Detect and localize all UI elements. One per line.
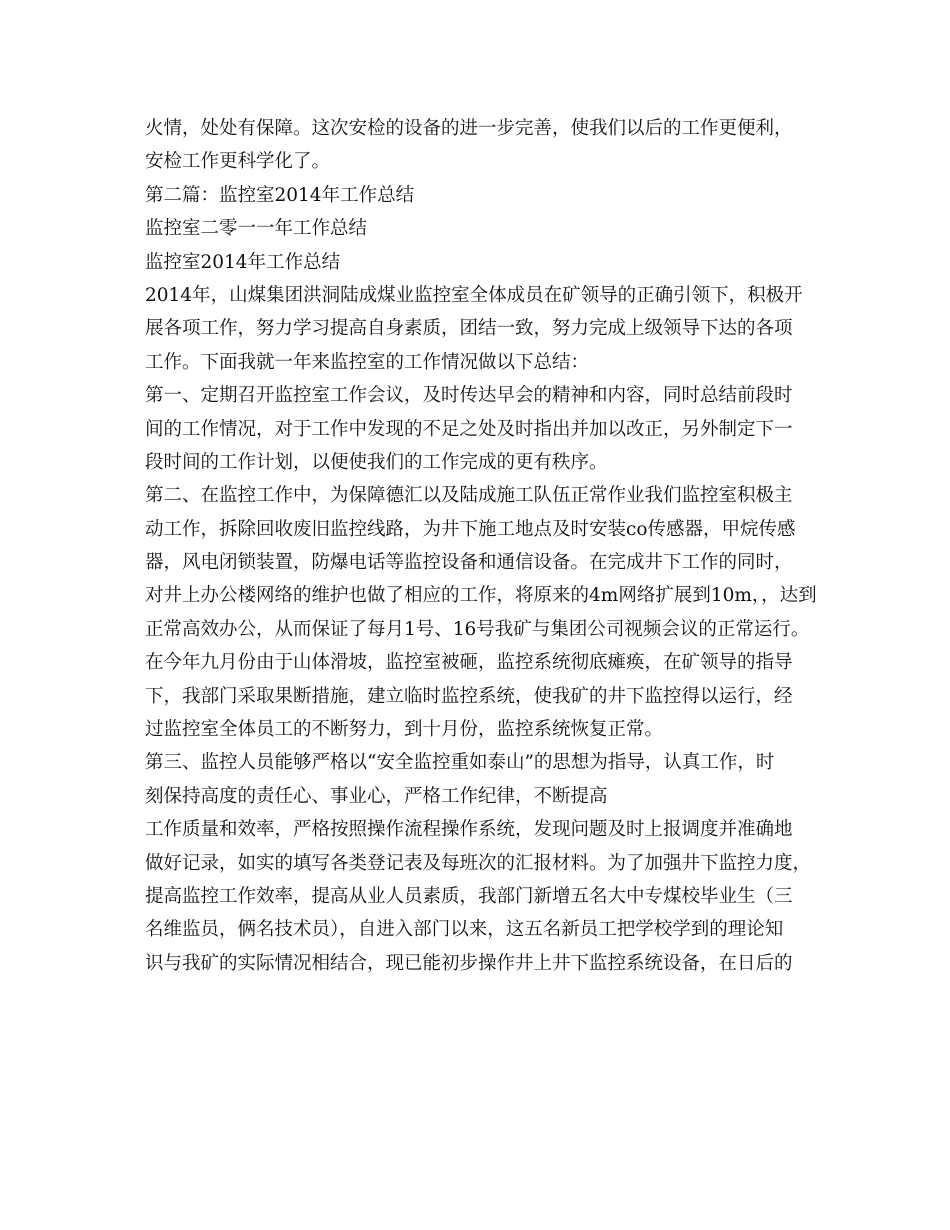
text-line: 刻保持高度的责任心、事业心，严格工作纪律，不断提高 [145,785,608,807]
text-line: 下，我部门采取果断措施，建立临时监控系统，使我矿的井下监控得以运行，经 [145,685,793,707]
text-line: 过监控室全体员工的不断努力，到十月份，监控系统恢复正常。 [145,719,664,741]
text-line: 火情，处处有保障。这次安检的设备的进一步完善，使我们以后的工作更便利， [145,118,793,139]
text-line: 工作。下面我就一年来监控室的工作情况做以下总结： [145,351,590,373]
text-line: 间的工作情况，对于工作中发现的不足之处及时指出并加以改正，另外制定下一 [145,418,793,440]
text-line: 安检工作更科学化了。 [145,151,331,173]
text-line: 名维监员，俩名技术员），自进入部门以来，这五名新员工把学校学到的理论知 [145,919,784,941]
text-line: 工作质量和效率，严格按照操作流程操作系统，发现问题及时上报调度并准确地 [145,819,793,841]
text-line: 对井上办公楼网络的维护也做了相应的工作，将原来的4m网络扩展到10m，，达到 [145,585,817,607]
text-line: 监控室二零一一年工作总结 [145,218,368,240]
text-line: 段时间的工作计划，以便使我们的工作完成的更有秩序。 [145,451,608,473]
text-line: 做好记录，如实的填写各类登记表及每班次的汇报材料。为了加强井下监控力度， [145,852,812,874]
text-line: 第三、监控人员能够严格以“安全监控重如泰山”的思想为指导，认真工作，时 [145,752,775,774]
text-line: 动工作，拆除回收废旧监控线路，为井下施工地点及时安装co传感器，甲烷传感 [145,518,796,540]
text-line: 器，风电闭锁装置，防爆电话等监控设备和通信设备。在完成井下工作的同时， [145,552,793,574]
text-line: 在今年九月份由于山体滑坡，监控室被砸，监控系统彻底瘫痪，在矿领导的指导 [145,652,793,674]
text-line: 提高监控工作效率，提高从业人员素质，我部门新增五名大中专煤校毕业生（三 [145,885,793,907]
text-line: 2014年，山煤集团洪洞陆成煤业监控室全体成员在矿领导的正确引领下，积极开 [145,284,803,306]
text-line: 第二、在监控工作中，为保障德汇以及陆成施工队伍正常作业我们监控室积极主 [145,485,793,507]
text-line: 展各项工作，努力学习提高自身素质，团结一致，努力完成上级领导下达的各项 [145,318,793,340]
text-line: 监控室2014年工作总结 [145,251,341,273]
text-line: 识与我矿的实际情况相结合，现已能初步操作井上井下监控系统设备，在日后的 [145,952,793,974]
text-line: 正常高效办公，从而保证了每月1号、16号我矿与集团公司视频会议的正常运行。 [145,618,810,640]
document-body [145,112,817,980]
text-line: 第一、定期召开监控室工作会议，及时传达早会的精神和内容，同时总结前段时 [145,385,793,407]
section-heading: 第二篇：监控室2014年工作总结 [145,184,415,206]
